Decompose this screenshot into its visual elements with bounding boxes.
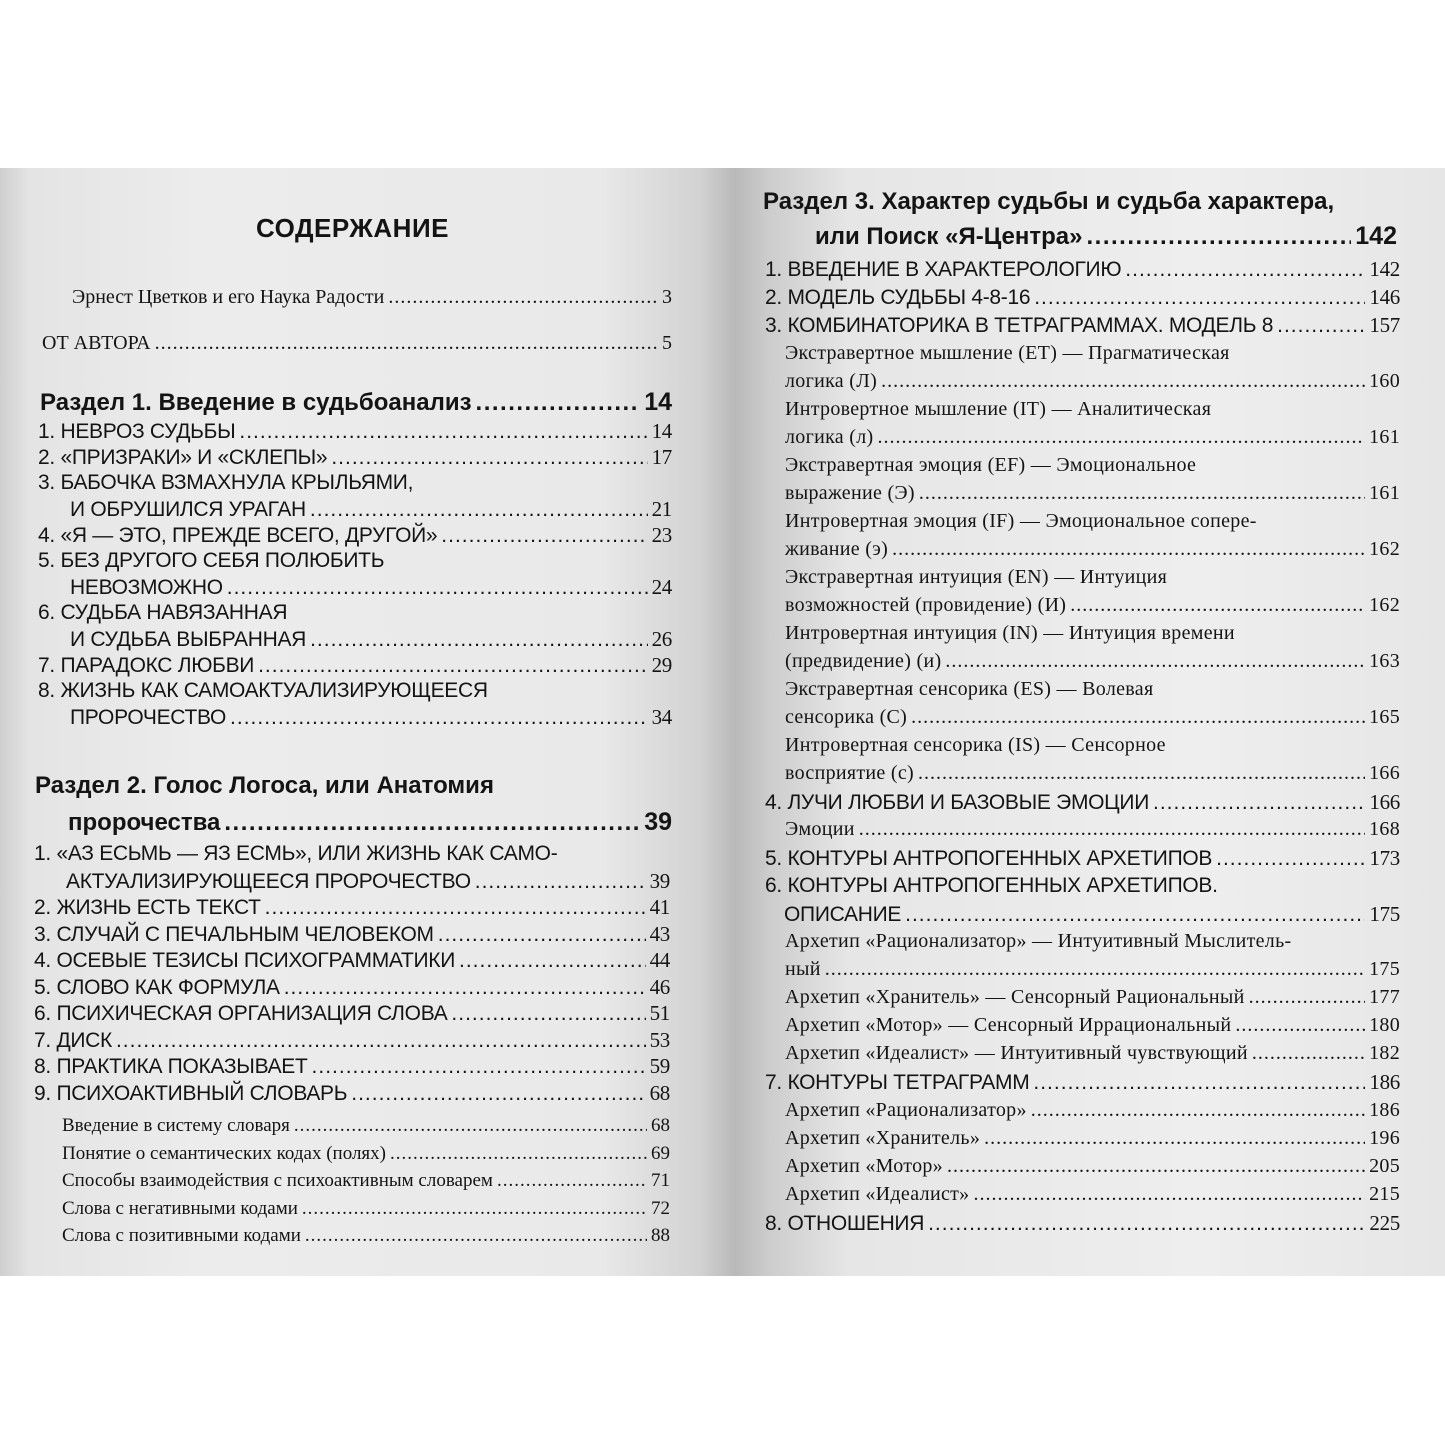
entry-page: 53 — [649, 1027, 670, 1052]
entry-page: 44 — [649, 948, 670, 972]
section-title: Раздел 1. Введение в судьбоанализ — [40, 389, 472, 416]
entry-line: 8. ЖИЗНЬ КАК САМОАКТУАЛИЗИРУЮЩЕЕСЯ — [38, 679, 488, 702]
toc-entry[interactable] — [785, 958, 1400, 981]
entry-page: 163 — [1369, 649, 1400, 672]
section-title: или Поиск «Я-Центра» — [815, 223, 1083, 250]
entry-title: 3. КОМБИНАТОРИКА В ТЕТРАГРАММАХ. МОДЕЛЬ 8 — [765, 314, 1274, 338]
toc-entry[interactable] — [785, 650, 1400, 673]
dot-leader — [230, 706, 648, 730]
entry-page: 68 — [651, 1115, 670, 1136]
dot-leader — [310, 628, 648, 652]
toc-entry[interactable] — [785, 482, 1400, 505]
entry-line: 3. БАБОЧКА ВЗМАХНУЛА КРЫЛЬЯМИ, — [38, 471, 414, 494]
entry-title: 9. ПСИХОАКТИВНЫЙ СЛОВАРЬ — [34, 1081, 348, 1105]
dot-leader — [459, 949, 646, 973]
toc-entry[interactable] — [784, 902, 1400, 927]
entry-title: Архетип «Мотор» — [785, 1154, 943, 1177]
entry-title: 1. ВВЕДЕНИЕ В ХАРАКТЕРОЛОГИЮ — [765, 258, 1122, 281]
dot-leader — [302, 1198, 647, 1220]
toc-entry[interactable] — [785, 986, 1400, 1009]
entry-line: Архетип «Рационализатор» — Интуитивный Мыслитель- — [785, 930, 1292, 953]
left-page — [30, 168, 675, 1276]
entry-page: 5 — [662, 332, 672, 354]
entry-page: 26 — [651, 627, 672, 651]
section-page: 14 — [644, 388, 672, 416]
entry-title: Архетип «Идеалист» — Интуитивный чувствующий — [785, 1042, 1248, 1065]
entry-page: 225 — [1369, 1210, 1400, 1235]
dot-leader — [905, 903, 1365, 927]
toc-entry[interactable] — [70, 627, 672, 652]
entry-page: 180 — [1369, 1014, 1400, 1037]
dot-leader — [265, 896, 646, 920]
dot-leader — [284, 976, 646, 1000]
toc-entry[interactable] — [34, 922, 670, 947]
entry-page: 162 — [1369, 593, 1400, 616]
dot-leader — [825, 958, 1365, 981]
section-page: 39 — [644, 808, 672, 836]
dot-leader — [928, 1212, 1365, 1236]
toc-entry-intro[interactable] — [72, 286, 672, 309]
dot-leader — [1153, 791, 1365, 815]
toc-entry[interactable] — [62, 1143, 670, 1165]
entry-page: 24 — [651, 575, 672, 599]
toc-entry[interactable] — [785, 1014, 1400, 1037]
entry-title: 3. СЛУЧАЙ С ПЕЧАЛЬНЫМ ЧЕЛОВЕКОМ — [34, 922, 434, 946]
dot-leader — [305, 1225, 647, 1247]
entry-page: 88 — [651, 1225, 670, 1246]
entry-page: 39 — [649, 868, 670, 893]
dot-leader — [116, 1029, 646, 1053]
dot-leader — [310, 498, 648, 522]
entry-page: 59 — [649, 1054, 670, 1078]
entry-page: 3 — [662, 286, 672, 308]
entry-page: 186 — [1369, 1070, 1400, 1095]
entry-line: Интровертная эмоция (IF) — Эмоциональное сопере- — [785, 509, 1257, 532]
toc-entry[interactable] — [34, 948, 670, 973]
entry-page: 157 — [1369, 313, 1400, 338]
entry-title: АКТУАЛИЗИРУЮЩЕЕСЯ ПРОРОЧЕСТВО — [66, 869, 471, 893]
entry-title: Эрнест Цветков и его Наука Радости — [72, 286, 385, 308]
toc-entry[interactable] — [62, 1198, 670, 1220]
toc-entry[interactable] — [785, 818, 1400, 841]
dot-leader — [877, 426, 1365, 449]
dot-leader — [919, 482, 1365, 505]
dot-leader — [388, 286, 658, 309]
entry-title: ПРОРОЧЕСТВО — [70, 706, 227, 729]
entry-title: Слова с негативными кодами — [62, 1197, 298, 1219]
entry-title: (предвидение) (и) — [785, 649, 942, 672]
entry-title: 8. ПРАКТИКА ПОКАЗЫВАЕТ — [34, 1055, 308, 1078]
entry-page: 205 — [1369, 1154, 1400, 1177]
dot-leader — [945, 650, 1365, 673]
entry-title: логика (л) — [785, 425, 874, 448]
toc-entry[interactable] — [34, 895, 670, 920]
dot-leader — [258, 654, 648, 678]
entry-page: 68 — [649, 1080, 670, 1105]
entry-title: Архетип «Хранитель» — [785, 1126, 981, 1149]
dot-leader — [438, 923, 646, 947]
entry-title: 5. СЛОВО КАК ФОРМУЛА — [34, 975, 280, 999]
entry-line: 1. «АЗ ЕСЬМЬ — ЯЗ ЕСМЬ», ИЛИ ЖИЗНЬ КАК САМО- — [34, 842, 558, 865]
section-1-heading[interactable] — [40, 388, 672, 417]
dot-leader — [859, 818, 1365, 841]
entry-title: И ОБРУШИЛСЯ УРАГАН — [70, 498, 306, 521]
toc-entry[interactable] — [70, 575, 672, 600]
entry-page: 173 — [1369, 845, 1400, 870]
entry-line: Интровертная интуиция (IN) — Интуиция времени — [785, 621, 1235, 644]
entry-page: 142 — [1369, 257, 1400, 281]
entry-title: 7. ДИСК — [34, 1028, 112, 1052]
entry-title: Слова с позитивными кодами — [62, 1225, 301, 1246]
dot-leader — [911, 706, 1365, 729]
entry-page: 162 — [1369, 537, 1400, 560]
dot-leader — [312, 1055, 646, 1079]
toc-entry[interactable] — [765, 285, 1400, 310]
entry-title: 7. ПАРАДОКС ЛЮБВИ — [38, 654, 255, 677]
entry-title: 1. НЕВРОЗ СУДЬБЫ — [38, 420, 236, 443]
section-2-heading-line1: Раздел 2. Голос Логоса, или Анатомия — [35, 772, 494, 799]
dot-leader — [1034, 286, 1365, 310]
section-3-heading[interactable] — [815, 222, 1397, 251]
toc-entry[interactable] — [38, 419, 672, 444]
dot-leader — [239, 420, 647, 444]
dot-leader — [451, 1002, 645, 1026]
entry-line: 6. КОНТУРЫ АНТРОПОГЕННЫХ АРХЕТИПОВ. — [765, 874, 1218, 897]
toc-entry[interactable] — [765, 790, 1400, 815]
entry-title: Архетип «Рационализатор» — [785, 1098, 1027, 1121]
dot-leader — [1249, 986, 1365, 1009]
toc-entry[interactable] — [785, 370, 1400, 393]
entry-page: 72 — [651, 1197, 670, 1219]
toc-entry-author[interactable] — [42, 332, 672, 355]
entry-title: логика (Л) — [785, 369, 878, 392]
entry-page: 46 — [649, 974, 670, 999]
entry-title: ОТ АВТОРА — [42, 332, 151, 354]
dot-leader — [476, 389, 641, 417]
toc-entry[interactable] — [34, 1028, 670, 1053]
toc-entry[interactable] — [70, 705, 672, 730]
dot-leader — [294, 1115, 647, 1137]
entry-page: 29 — [651, 653, 672, 677]
page-title: СОДЕРЖАНИЕ — [256, 213, 449, 243]
dot-leader — [1070, 594, 1365, 617]
entry-title: Понятие о семантических кодах (полях) — [62, 1142, 387, 1164]
entry-page: 17 — [651, 445, 672, 469]
dot-leader — [351, 1082, 645, 1106]
entry-line: Интровертная сенсорика (IS) — Сенсорное — [785, 733, 1166, 756]
section-page: 142 — [1355, 222, 1397, 250]
book-spread — [0, 168, 1445, 1276]
toc-entry[interactable] — [765, 1070, 1400, 1095]
dot-leader — [984, 1127, 1365, 1150]
entry-page: 175 — [1369, 902, 1400, 927]
entry-title: 7. КОНТУРЫ ТЕТРАГРАММ — [765, 1071, 1030, 1095]
toc-entry[interactable] — [38, 523, 672, 548]
dot-leader — [1277, 314, 1365, 338]
entry-page: 182 — [1369, 1042, 1400, 1065]
dot-leader — [475, 870, 646, 894]
entry-title: Способы взаимодействия с психоактивным словарем — [62, 1170, 493, 1191]
entry-page: 166 — [1369, 761, 1400, 784]
entry-title: возможностей (провидение) (И) — [785, 593, 1067, 616]
dot-leader — [155, 332, 658, 355]
toc-entry[interactable] — [70, 497, 672, 522]
toc-entry[interactable] — [34, 1001, 670, 1026]
entry-title: Архетип «Идеалист» — [785, 1182, 970, 1205]
dot-leader — [227, 576, 648, 600]
toc-entry[interactable] — [785, 538, 1400, 561]
entry-page: 215 — [1369, 1182, 1400, 1205]
dot-leader — [390, 1143, 647, 1165]
toc-entry[interactable] — [62, 1225, 670, 1247]
entry-page: 69 — [651, 1142, 670, 1164]
toc-entry[interactable] — [34, 975, 670, 1000]
dot-leader — [1252, 1042, 1365, 1065]
toc-entry[interactable] — [785, 1183, 1400, 1206]
entry-page: 21 — [651, 497, 672, 521]
toc-entry[interactable] — [62, 1115, 670, 1137]
entry-title: живание (э) — [785, 537, 889, 560]
toc-entry[interactable] — [785, 1155, 1400, 1178]
toc-entry[interactable] — [785, 1099, 1400, 1122]
right-page — [760, 168, 1410, 1276]
dot-leader — [1125, 258, 1365, 282]
entry-page: 196 — [1369, 1126, 1400, 1149]
dot-leader — [1086, 223, 1351, 251]
entry-line: Экстравертная сенсорика (ES) — Волевая — [785, 677, 1154, 700]
entry-title: восприятие (с) — [785, 761, 915, 784]
toc-entry[interactable] — [785, 594, 1400, 617]
entry-title: 4. «Я — ЭТО, ПРЕЖДЕ ВСЕГО, ДРУГОЙ» — [38, 524, 438, 547]
toc-entry[interactable] — [62, 1170, 670, 1192]
toc-entry[interactable] — [785, 762, 1400, 785]
entry-page: 177 — [1369, 986, 1400, 1009]
entry-title: Эмоции — [785, 817, 855, 840]
entry-page: 34 — [651, 705, 672, 729]
dot-leader — [1033, 1071, 1365, 1095]
entry-title: 4. ОСЕВЫЕ ТЕЗИСЫ ПСИХОГРАММАТИКИ — [34, 949, 456, 972]
dot-leader — [947, 1155, 1365, 1178]
entry-page: 161 — [1369, 481, 1400, 504]
dot-leader — [881, 370, 1365, 393]
entry-title: сенсорика (С) — [785, 705, 908, 728]
entry-page: 51 — [649, 1001, 670, 1025]
entry-title: Введение в систему словаря — [62, 1115, 290, 1136]
entry-title: 4. ЛУЧИ ЛЮБВИ И БАЗОВЫЕ ЭМОЦИИ — [765, 790, 1149, 814]
entry-page: 146 — [1369, 285, 1400, 310]
toc-entry[interactable] — [38, 653, 672, 678]
dot-leader — [331, 446, 647, 470]
entry-title: НЕВОЗМОЖНО — [70, 576, 223, 599]
entry-page: 168 — [1369, 817, 1400, 840]
toc-entry[interactable] — [765, 846, 1400, 871]
toc-entry[interactable] — [785, 1042, 1400, 1065]
entry-line: 5. БЕЗ ДРУГОГО СЕБЯ ПОЛЮБИТЬ — [38, 549, 385, 572]
toc-entry[interactable] — [785, 706, 1400, 729]
entry-title: 5. КОНТУРЫ АНТРОПОГЕННЫХ АРХЕТИПОВ — [765, 846, 1213, 870]
dot-leader — [1235, 1014, 1365, 1037]
toc-entry[interactable] — [765, 313, 1400, 338]
toc-entry[interactable] — [38, 445, 672, 470]
dot-leader — [497, 1170, 647, 1192]
entry-title: 2. ЖИЗНЬ ЕСТЬ ТЕКСТ — [34, 896, 261, 919]
toc-entry[interactable] — [66, 869, 670, 894]
entry-page: 43 — [649, 921, 670, 946]
entry-line: Экстравертное мышление (ET) — Прагматическая — [785, 341, 1230, 364]
entry-title: 2. МОДЕЛЬ СУДЬБЫ 4-8-16 — [765, 286, 1031, 310]
toc-entry[interactable] — [785, 1127, 1400, 1150]
toc-entry[interactable] — [765, 1211, 1400, 1236]
entry-page: 161 — [1369, 425, 1400, 448]
entry-title: Архетип «Мотор» — Сенсорный Иррациональный — [785, 1014, 1232, 1037]
entry-title: 8. ОТНОШЕНИЯ — [765, 1211, 925, 1235]
entry-page: 14 — [651, 419, 672, 443]
entry-page: 41 — [649, 895, 670, 919]
dot-leader — [918, 762, 1365, 785]
entry-page: 186 — [1369, 1098, 1400, 1121]
toc-entry[interactable] — [765, 257, 1400, 282]
dot-leader — [441, 524, 647, 548]
entry-title: И СУДЬБА ВЫБРАННАЯ — [70, 628, 307, 651]
entry-line: 6. СУДЬБА НАВЯЗАННАЯ — [38, 601, 288, 624]
dot-leader — [224, 809, 640, 837]
toc-entry[interactable] — [34, 1081, 670, 1106]
entry-page: 160 — [1369, 369, 1400, 392]
entry-title: Архетип «Хранитель» — Сенсорный Рациональный — [785, 986, 1245, 1009]
entry-title: 2. «ПРИЗРАКИ» И «СКЛЕПЫ» — [38, 446, 328, 469]
dot-leader — [973, 1183, 1365, 1206]
entry-line: Интровертное мышление (IT) — Аналитическая — [785, 397, 1212, 420]
dot-leader — [1216, 847, 1365, 871]
entry-page: 175 — [1369, 958, 1400, 981]
dot-leader — [892, 538, 1365, 561]
toc-entry[interactable] — [785, 426, 1400, 449]
entry-page: 71 — [651, 1170, 670, 1191]
entry-page: 165 — [1369, 705, 1400, 728]
entry-title: выражение (Э) — [785, 481, 915, 504]
section-title: пророчества — [68, 809, 221, 836]
entry-line: Экстравертная эмоция (EF) — Эмоциональное — [785, 453, 1197, 476]
section-3-heading-line1: Раздел 3. Характер судьбы и судьба характера, — [763, 188, 1335, 215]
entry-title: ОПИСАНИЕ — [784, 903, 902, 927]
entry-title: 6. ПСИХИЧЕСКАЯ ОРГАНИЗАЦИЯ СЛОВА — [34, 1002, 448, 1025]
entry-page: 166 — [1369, 789, 1400, 814]
entry-line: Экстравертная интуиция (EN) — Интуиция — [785, 565, 1168, 588]
dot-leader — [1031, 1099, 1365, 1122]
section-2-heading[interactable] — [68, 808, 672, 837]
entry-page: 23 — [651, 523, 672, 547]
toc-entry[interactable] — [34, 1054, 670, 1079]
entry-title: ный — [785, 958, 821, 981]
